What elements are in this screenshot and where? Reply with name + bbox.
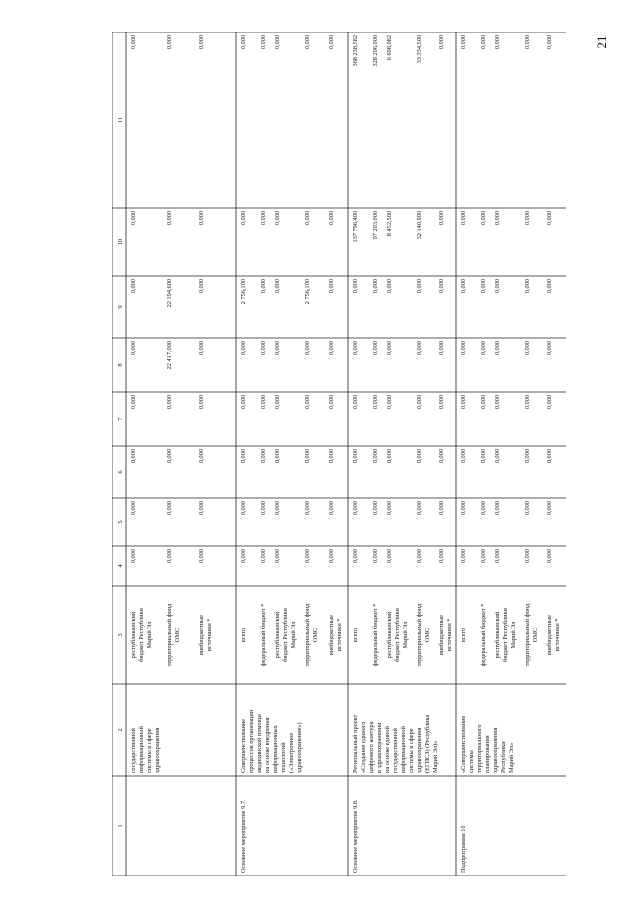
value-cell: 0,000 [166, 501, 173, 516]
value-cell: 0,000 [198, 549, 205, 564]
funding-source: республиканский [274, 611, 281, 659]
value-cell: 0,000 [460, 549, 467, 564]
measure-description: на основе внедрения [264, 717, 271, 773]
value-cell: 0,000 [416, 449, 423, 464]
value-cell: 2 756,100 [240, 279, 247, 305]
value-cell: 0,000 [130, 549, 137, 564]
funding-source: внебюджетные [198, 614, 205, 656]
value-cell: 0,000 [524, 341, 531, 356]
header-cell: 11 [117, 116, 124, 124]
value-cell: 0,000 [386, 341, 393, 356]
value-cell: 0,000 [166, 395, 173, 410]
value-cell: 33 334,500 [416, 35, 423, 64]
value-cell: 0,000 [460, 341, 467, 356]
value-cell: 0,000 [240, 341, 247, 356]
value-cell: 0,000 [372, 449, 379, 464]
funding-source: Марий Эл [290, 621, 297, 649]
funding-source: бюджет Республики [394, 608, 401, 662]
header-cell: 6 [117, 470, 124, 474]
value-cell: 0,000 [304, 501, 311, 516]
measure-description: информационной [138, 726, 145, 773]
value-cell: 0,000 [198, 35, 205, 50]
measure-description: цифрового контура [368, 721, 375, 773]
value-cell: 0,000 [524, 549, 531, 564]
measure-description: государственной [392, 728, 399, 773]
measure-description: государственной [130, 728, 137, 773]
funding-source: республиканский [386, 611, 393, 659]
funding-source: ОМС [174, 627, 181, 643]
value-cell: 0,000 [166, 449, 173, 464]
measure-description: Республики [500, 741, 507, 773]
value-cell: 0,000 [352, 341, 359, 356]
funding-source: федеральный бюджет * [260, 603, 267, 667]
funding-source: источники * [554, 618, 561, 652]
value-cell: 97 203,000 [372, 211, 379, 240]
value-cell: 0,000 [480, 395, 487, 410]
measure-description: планирования [484, 735, 491, 773]
measure-description: «Совершенствование [460, 715, 467, 773]
value-cell: 0,000 [438, 211, 445, 226]
value-cell: 0,000 [130, 395, 137, 410]
value-cell: 0,000 [352, 279, 359, 294]
value-cell: 0,000 [546, 279, 553, 294]
value-cell: 0,000 [372, 279, 379, 294]
measure-description: Совершенствование [240, 718, 247, 773]
value-cell: 0,000 [304, 395, 311, 410]
value-cell: 0,000 [416, 501, 423, 516]
value-cell: 0,000 [546, 341, 553, 356]
value-cell: 0,000 [480, 341, 487, 356]
value-cell: 0,000 [260, 395, 267, 410]
value-cell: 0,000 [386, 395, 393, 410]
value-cell: 0,000 [260, 35, 267, 50]
measure-description: процессов организации [248, 709, 255, 773]
value-cell: 22 417,000 [166, 341, 173, 370]
value-cell: 0,000 [328, 549, 335, 564]
measure-title: Подпрограмма 10 [460, 825, 467, 873]
value-cell: 0,000 [494, 449, 501, 464]
measure-description: системы в сфере [146, 728, 153, 773]
value-cell: 0,000 [480, 549, 487, 564]
value-cell: 0,000 [416, 279, 423, 294]
funding-source: Марий Эл [146, 621, 153, 649]
funding-source: всего [352, 627, 359, 643]
value-cell: 22 194,600 [166, 279, 173, 308]
value-cell: 0,000 [438, 395, 445, 410]
funding-source: территориальный фонд [304, 603, 311, 667]
page-number: 21 [594, 35, 609, 49]
value-cell: 0,000 [546, 501, 553, 516]
funding-source: ОМС [424, 627, 431, 643]
value-cell: 0,000 [304, 549, 311, 564]
value-cell: 0,000 [130, 341, 137, 356]
value-cell: 0,000 [460, 35, 467, 50]
value-cell: 0,000 [524, 449, 531, 464]
measure-description: Региональный проект [352, 714, 359, 773]
measure-description: технологий [280, 742, 287, 773]
value-cell: 0,000 [480, 211, 487, 226]
measure-description: Марий Эл» [508, 742, 515, 773]
value-cell: 0,000 [274, 395, 281, 410]
value-cell: 0,000 [416, 549, 423, 564]
value-cell: 0,000 [260, 341, 267, 356]
measure-description: территориального [476, 724, 483, 773]
funding-source: всего [460, 627, 467, 643]
measure-description: здравоохранения [492, 727, 499, 773]
funding-source: источники * [336, 618, 343, 652]
measure-description: здравоохранения [416, 727, 423, 773]
header-cell: 5 [117, 520, 124, 524]
value-cell: 0,000 [260, 279, 267, 294]
value-cell: 0,000 [328, 501, 335, 516]
value-cell: 0,000 [274, 341, 281, 356]
value-cell: 0,000 [524, 211, 531, 226]
value-cell: 0,000 [494, 211, 501, 226]
value-cell: 0,000 [198, 501, 205, 516]
funding-source: внебюджетные [328, 614, 335, 656]
value-cell: 0,000 [260, 549, 267, 564]
measure-description: системы в сфере [408, 728, 415, 773]
value-cell: 0,000 [130, 211, 137, 226]
value-cell: 0,000 [328, 211, 335, 226]
value-cell: 0,000 [480, 501, 487, 516]
value-cell: 0,000 [274, 501, 281, 516]
header-cell: 8 [117, 363, 124, 367]
funding-source: республиканский [494, 611, 501, 659]
value-cell: 0,000 [546, 449, 553, 464]
measure-title: Основное мероприятие 9.7. [240, 799, 247, 873]
header-cell: 10 [117, 238, 124, 246]
value-cell: 6 698,082 [386, 35, 393, 61]
value-cell: 0,000 [304, 341, 311, 356]
value-cell: 0,000 [494, 341, 501, 356]
value-cell: 0,000 [304, 449, 311, 464]
value-cell: 0,000 [328, 449, 335, 464]
value-cell: 0,000 [494, 279, 501, 294]
funding-source: бюджет Республики [282, 608, 289, 662]
header-cell: 1 [117, 824, 124, 828]
value-cell: 0,000 [546, 395, 553, 410]
value-cell: 0,000 [494, 549, 501, 564]
value-cell: 0,000 [438, 341, 445, 356]
value-cell: 0,000 [386, 501, 393, 516]
funding-source: бюджет Республики [502, 608, 509, 662]
value-cell: 0,000 [304, 211, 311, 226]
value-cell: 0,000 [166, 211, 173, 226]
measure-description: Марий Эл)» [432, 740, 439, 773]
header-cell: 4 [117, 564, 124, 568]
budget-table [112, 32, 612, 876]
value-cell: 0,000 [438, 279, 445, 294]
value-cell: 0,000 [352, 549, 359, 564]
value-cell: 0,000 [480, 449, 487, 464]
value-cell: 0,000 [494, 501, 501, 516]
value-cell: 0,000 [386, 449, 393, 464]
value-cell: 0,000 [274, 449, 281, 464]
value-cell: 0,000 [198, 279, 205, 294]
value-cell: 0,000 [240, 449, 247, 464]
funding-source: источники * [446, 618, 453, 652]
measure-description: в здравоохранении [376, 722, 383, 773]
value-cell: 0,000 [480, 35, 487, 50]
measure-description: системы [468, 750, 475, 773]
value-cell: 0,000 [240, 395, 247, 410]
measure-description: (ЕГИСЗ) (Республика [424, 714, 431, 773]
measure-description: здравоохранение») [296, 722, 303, 773]
value-cell: 0,000 [438, 501, 445, 516]
header-cell: 7 [117, 417, 124, 421]
value-cell: 0,000 [240, 549, 247, 564]
value-cell: 0,000 [524, 35, 531, 50]
value-cell: 0,000 [304, 35, 311, 50]
value-cell: 0,000 [438, 35, 445, 50]
value-cell: 0,000 [240, 501, 247, 516]
value-cell: 0,000 [546, 549, 553, 564]
value-cell: 0,000 [198, 341, 205, 356]
value-cell: 0,000 [460, 279, 467, 294]
value-cell: 137 796,400 [352, 211, 359, 243]
value-cell: 0,000 [386, 279, 393, 294]
value-cell: 0,000 [274, 279, 281, 294]
value-cell: 0,000 [416, 341, 423, 356]
funding-source: внебюджетные [546, 614, 553, 656]
value-cell: 0,000 [372, 341, 379, 356]
value-cell: 32 140,900 [416, 211, 423, 240]
value-cell: 0,000 [352, 395, 359, 410]
value-cell: 0,000 [130, 449, 137, 464]
value-cell: 0,000 [130, 35, 137, 50]
value-cell: 0,000 [546, 211, 553, 226]
value-cell: 0,000 [524, 395, 531, 410]
value-cell: 0,000 [524, 279, 531, 294]
value-cell: 0,000 [328, 341, 335, 356]
value-cell: 0,000 [166, 549, 173, 564]
measure-description: на основе единой [384, 726, 391, 773]
value-cell: 0,000 [546, 35, 553, 50]
funding-source: территориальный фонд [524, 603, 531, 667]
measure-description: («Электронное [288, 732, 295, 773]
measure-description: информационных [272, 725, 279, 773]
funding-source: территориальный фонд [166, 603, 173, 667]
measure-title: Основное мероприятие 9.8. [352, 799, 359, 873]
value-cell: 8 452,500 [386, 211, 393, 237]
value-cell: 2 756,100 [304, 279, 311, 305]
value-cell: 0,000 [274, 549, 281, 564]
value-cell: 0,000 [460, 395, 467, 410]
funding-source: Марий Эл [402, 621, 409, 649]
funding-source: федеральный бюджет * [372, 603, 379, 667]
value-cell: 0,000 [240, 35, 247, 50]
funding-source: территориальный фонд [416, 603, 423, 667]
funding-source: ОМС [532, 627, 539, 643]
measure-description: «Создание единого [360, 721, 367, 773]
value-cell: 0,000 [274, 35, 281, 50]
value-cell: 0,000 [240, 211, 247, 226]
measure-description: медицинской помощи [256, 714, 263, 773]
value-cell: 0,000 [372, 549, 379, 564]
value-cell: 0,000 [352, 501, 359, 516]
value-cell: 0,000 [260, 449, 267, 464]
rotated-table [112, 32, 612, 876]
value-cell: 0,000 [416, 395, 423, 410]
value-cell: 0,000 [494, 395, 501, 410]
value-cell: 0,000 [372, 395, 379, 410]
value-cell: 0,000 [438, 549, 445, 564]
value-cell: 0,000 [386, 549, 393, 564]
value-cell: 0,000 [166, 35, 173, 50]
measure-description: здравоохранения [154, 727, 161, 773]
value-cell: 0,000 [274, 211, 281, 226]
funding-source: источники * [206, 618, 213, 652]
funding-source: бюджет Республики [138, 608, 145, 662]
value-cell: 0,000 [198, 449, 205, 464]
value-cell: 0,000 [130, 279, 137, 294]
header-cell: 9 [117, 305, 124, 309]
value-cell: 0,000 [438, 449, 445, 464]
funding-source: республиканский [130, 611, 137, 659]
value-cell: 0,000 [352, 449, 359, 464]
value-cell: 0,000 [524, 501, 531, 516]
value-cell: 0,000 [198, 395, 205, 410]
value-cell: 0,000 [494, 35, 501, 50]
value-cell: 368 238,582 [352, 35, 359, 67]
value-cell: 0,000 [328, 279, 335, 294]
funding-source: всего [240, 627, 247, 643]
value-cell: 0,000 [328, 35, 335, 50]
funding-source: Марий Эл [510, 621, 517, 649]
funding-source: внебюджетные [438, 614, 445, 656]
value-cell: 0,000 [198, 211, 205, 226]
value-cell: 0,000 [328, 395, 335, 410]
value-cell: 0,000 [460, 211, 467, 226]
value-cell: 0,000 [480, 279, 487, 294]
value-cell: 0,000 [460, 501, 467, 516]
funding-source: федеральный бюджет * [480, 603, 487, 667]
value-cell: 328 206,000 [372, 35, 379, 67]
funding-source: ОМС [312, 627, 319, 643]
value-cell: 0,000 [260, 501, 267, 516]
value-cell: 0,000 [460, 449, 467, 464]
value-cell: 0,000 [372, 501, 379, 516]
value-cell: 0,000 [260, 211, 267, 226]
header-cell: 2 [117, 728, 124, 732]
value-cell: 0,000 [130, 501, 137, 516]
measure-description: информационной [400, 726, 407, 773]
header-cell: 3 [117, 633, 124, 637]
